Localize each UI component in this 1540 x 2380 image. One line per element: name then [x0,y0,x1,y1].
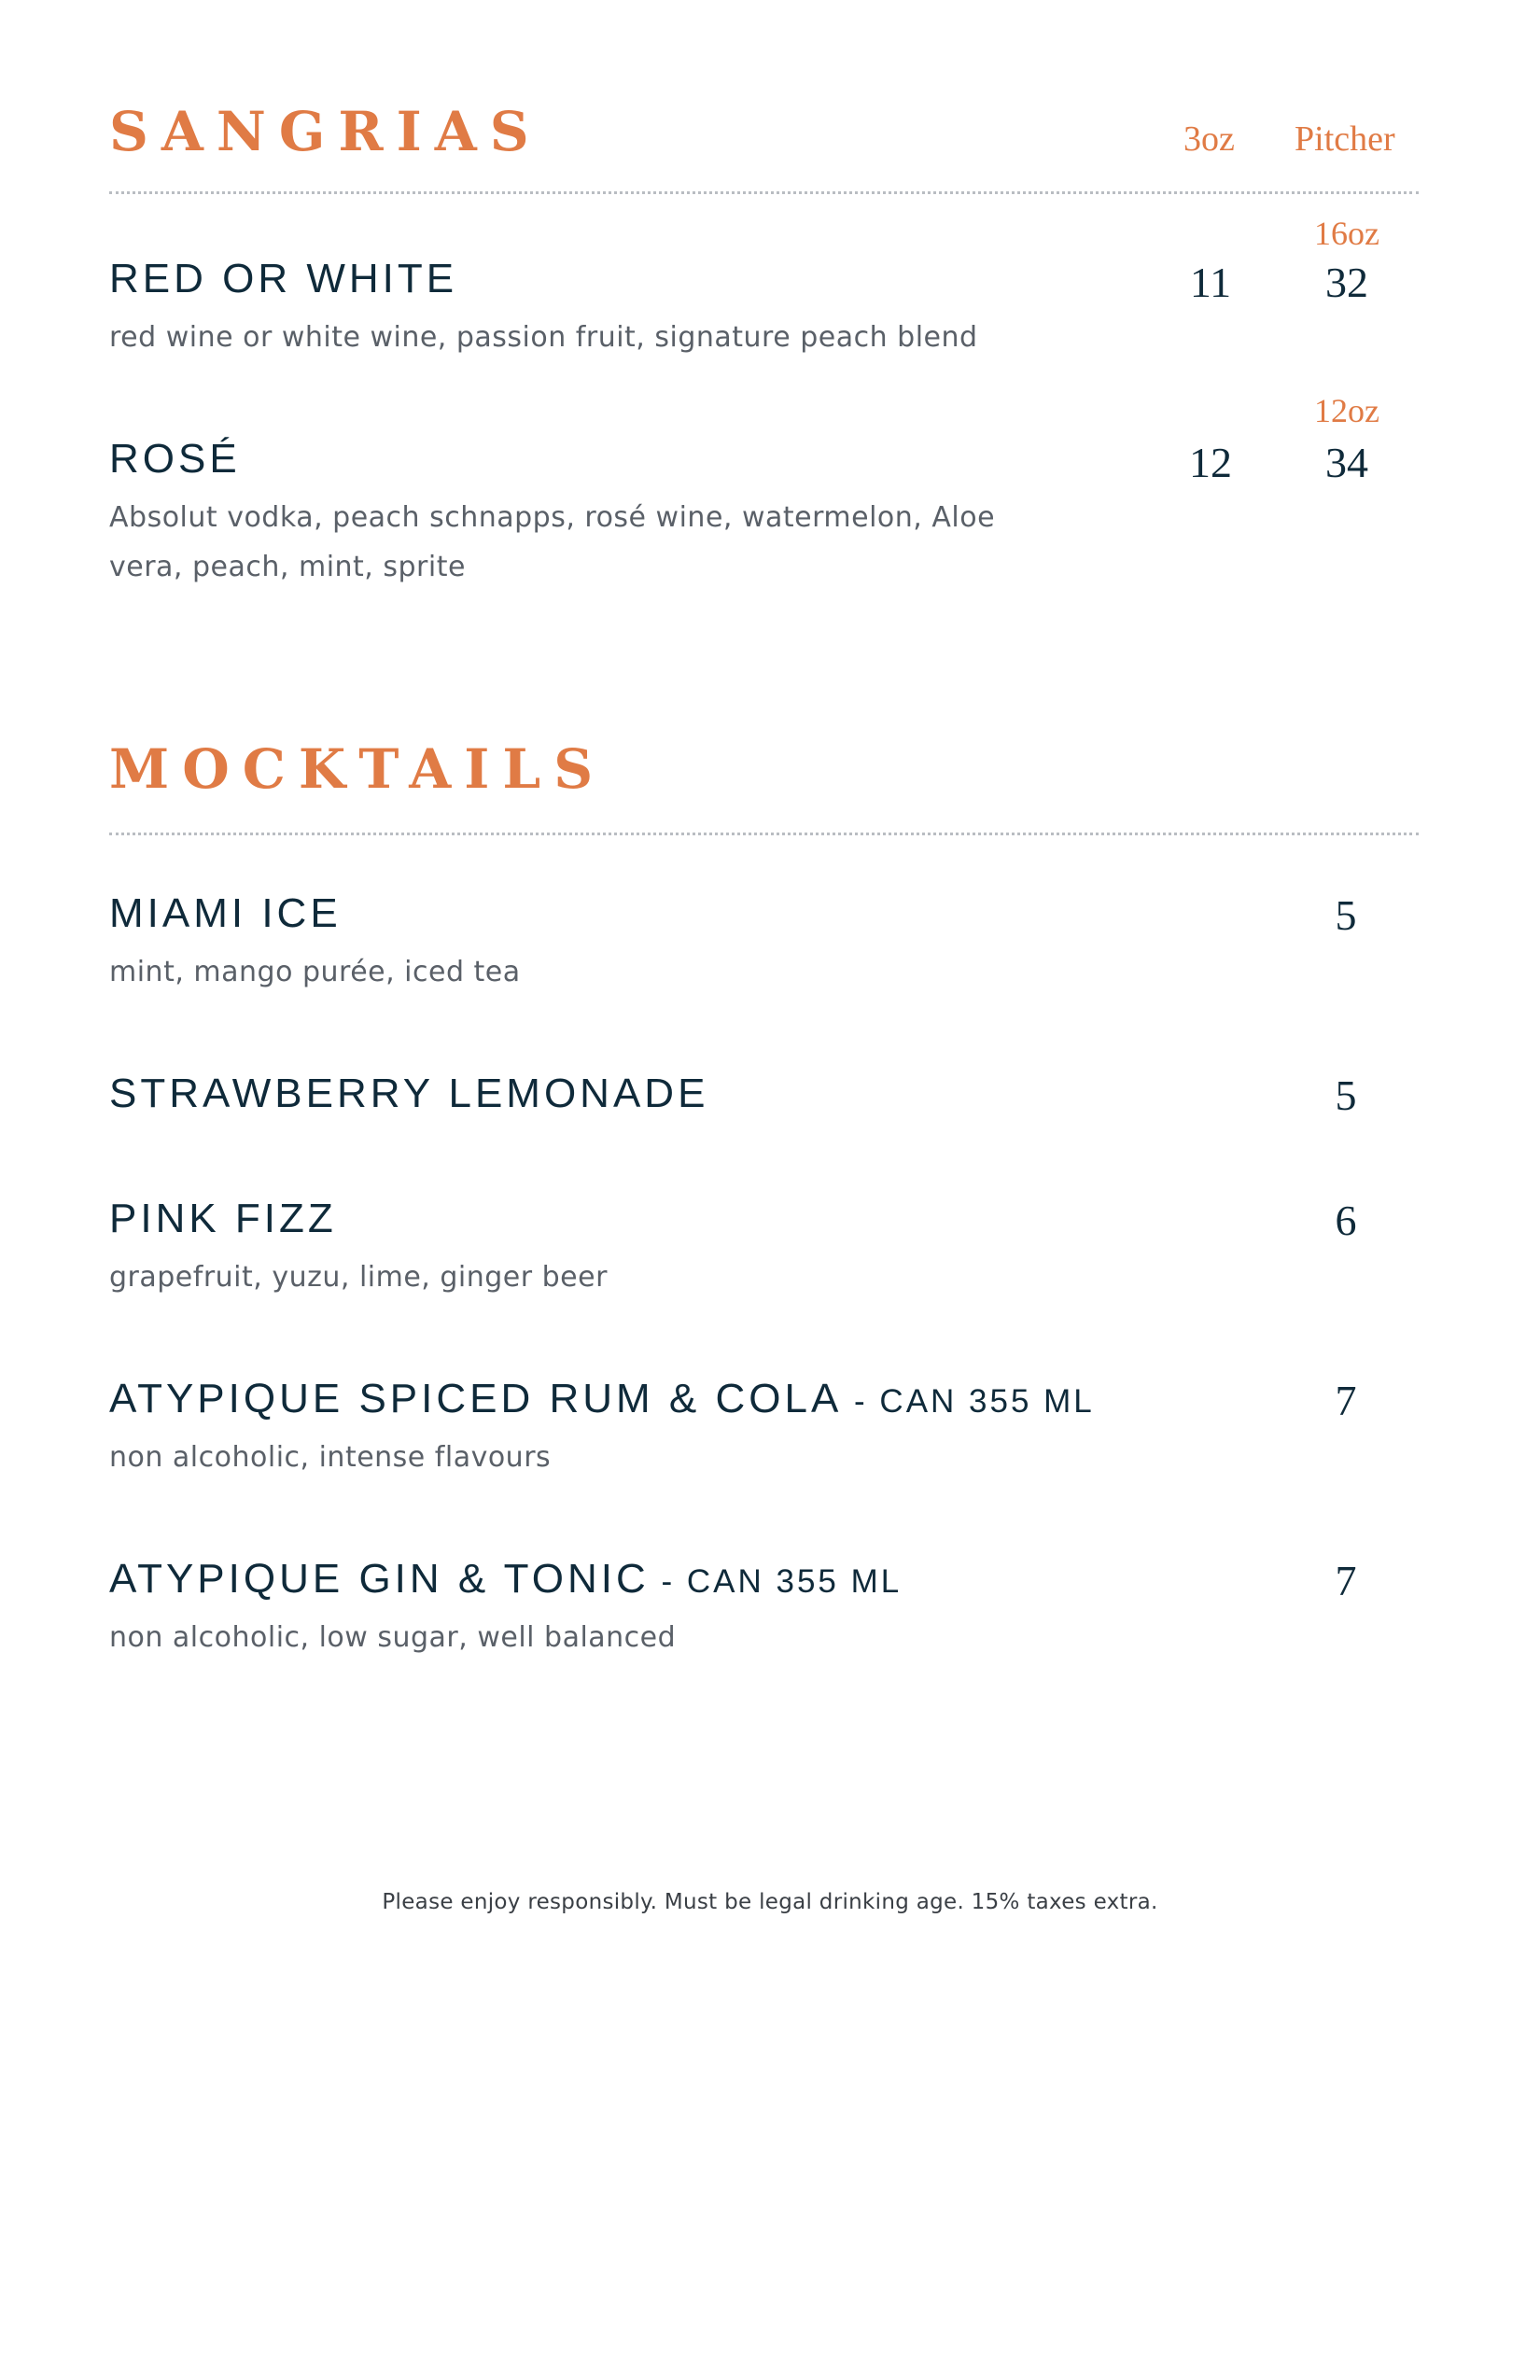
item-description: Absolut vodka, peach schnapps, rosé wine, watermelon, Aloe vera, peach, mint, sprite [109,501,996,583]
price-3oz-red-or-white: 11 [1189,259,1232,306]
item-name: STRAWBERRY LEMONADE [109,1071,709,1116]
pitcher-size-red-or-white: 16oz [1314,215,1379,252]
price-strawberry-lemonade: 5 [1335,1071,1357,1119]
menu-item-atypique-gin-tonic [109,1556,1419,1662]
item-name: MIAMI ICE [109,890,342,936]
price-3oz-rose: 12 [1189,439,1232,486]
sangrias-divider [109,191,1419,194]
item-name-main: ATYPIQUE GIN & TONIC [109,1556,650,1602]
mocktails-divider [109,833,1419,835]
item-description: non alcoholic, intense flavours [109,1441,552,1474]
price-pitcher-rose: 34 [1325,439,1368,486]
footer-disclaimer: Please enjoy responsibly. Must be legal drinking age. 15% taxes extra. [382,1890,1158,1914]
price-miami-ice: 5 [1335,891,1357,939]
sangrias-title: SANGRIAS [109,100,542,163]
item-name [109,1376,1419,1424]
item-name-suffix: - CAN 355 ML [649,1563,903,1600]
menu-item-pink-fizz [109,1198,1419,1302]
sangrias-col-pitcher: Pitcher [1295,119,1395,159]
item-name [109,1556,1419,1602]
item-description: grapefruit, yuzu, lime, ginger beer [109,1261,608,1294]
menu-item-strawberry-lemonade [109,1073,1419,1114]
price-pink-fizz: 6 [1335,1197,1357,1244]
item-description: mint, mango purée, iced tea [109,956,521,988]
item-name: ROSÉ [109,436,241,482]
item-name-suffix: - CAN 355 ML [842,1383,1095,1420]
item-name-main: ATYPIQUE SPICED RUM & COLA [109,1376,843,1421]
item-description: red wine or white wine, passion fruit, signature peach blend [109,321,978,354]
price-atypique-rum-cola: 7 [1335,1377,1357,1424]
menu-item-atypique-rum-cola [109,1376,1419,1482]
pitcher-size-rose: 12oz [1314,392,1379,429]
item-name: RED OR WHITE [109,256,458,301]
sangrias-col-3oz: 3oz [1183,119,1235,159]
item-name: PINK FIZZ [109,1196,337,1241]
price-pitcher-red-or-white: 32 [1325,259,1368,306]
mocktails-title: MOCKTAILS [109,737,607,801]
menu-item-miami-ice [109,890,1419,997]
item-description: non alcoholic, low sugar, well balanced [109,1621,677,1654]
price-atypique-gin-tonic: 7 [1335,1557,1357,1604]
